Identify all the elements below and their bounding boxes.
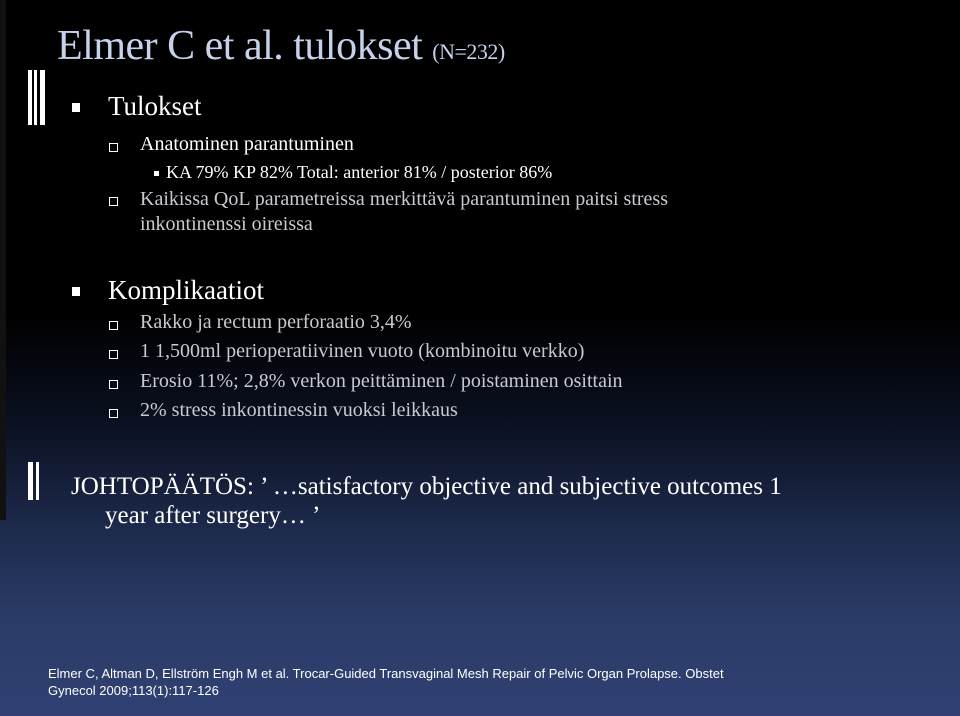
conclusion-line2: year after surgery… ’: [105, 502, 321, 529]
slide-title: [57, 22, 505, 70]
hollow-square-bullet-icon: [109, 350, 118, 359]
conclusion-line1: JOHTOPÄÄTÖS: ’ …satisfactory objective and subjective outcomes 1: [71, 473, 782, 500]
complications-heading: Komplikaatiot: [108, 275, 264, 305]
results-subitem-rates: KA 79% KP 82% Total: anterior 81% / posterior 86%: [166, 162, 553, 182]
hollow-square-bullet-icon: [109, 380, 118, 389]
hollow-square-bullet-icon: [109, 409, 118, 418]
small-square-bullet-icon: [154, 171, 159, 176]
hollow-square-bullet-icon: [109, 143, 118, 152]
reference: [48, 665, 768, 699]
title-note: (N=232): [432, 39, 505, 64]
title-main: Elmer C et al. tulokset: [57, 23, 423, 69]
complication-item: Erosio 11%; 2,8% verkon peittäminen / poistaminen osittain: [140, 370, 623, 392]
conclusion: [71, 472, 931, 530]
reference-line1: Elmer C, Altman D, Ellström Engh M et al. Trocar-Guided Transvaginal Mesh Repair of Pelvic Organ Prolapse. Obstet: [48, 666, 724, 681]
complication-item: 1 1,500ml perioperatiivinen vuoto (kombinoitu verkko): [140, 340, 585, 362]
square-bullet-icon: [72, 103, 80, 112]
results-item-qol-line1: Kaikissa QoL parametreissa merkittävä parantuminen paitsi stress: [140, 188, 668, 210]
decorative-stripes: [0, 0, 48, 520]
results-heading: Tulokset: [108, 91, 202, 121]
results-item-anatomical: Anatominen parantuminen: [140, 133, 354, 155]
complication-item: 2% stress inkontinessin vuoksi leikkaus: [140, 399, 458, 421]
hollow-square-bullet-icon: [109, 321, 118, 330]
results-item-qol-line2: inkontinenssi oireissa: [140, 213, 313, 235]
complication-item: Rakko ja rectum perforaatio 3,4%: [140, 311, 412, 333]
reference-line2: Gynecol 2009;113(1):117-126: [48, 683, 219, 698]
square-bullet-icon: [72, 287, 80, 296]
hollow-square-bullet-icon: [109, 197, 118, 206]
